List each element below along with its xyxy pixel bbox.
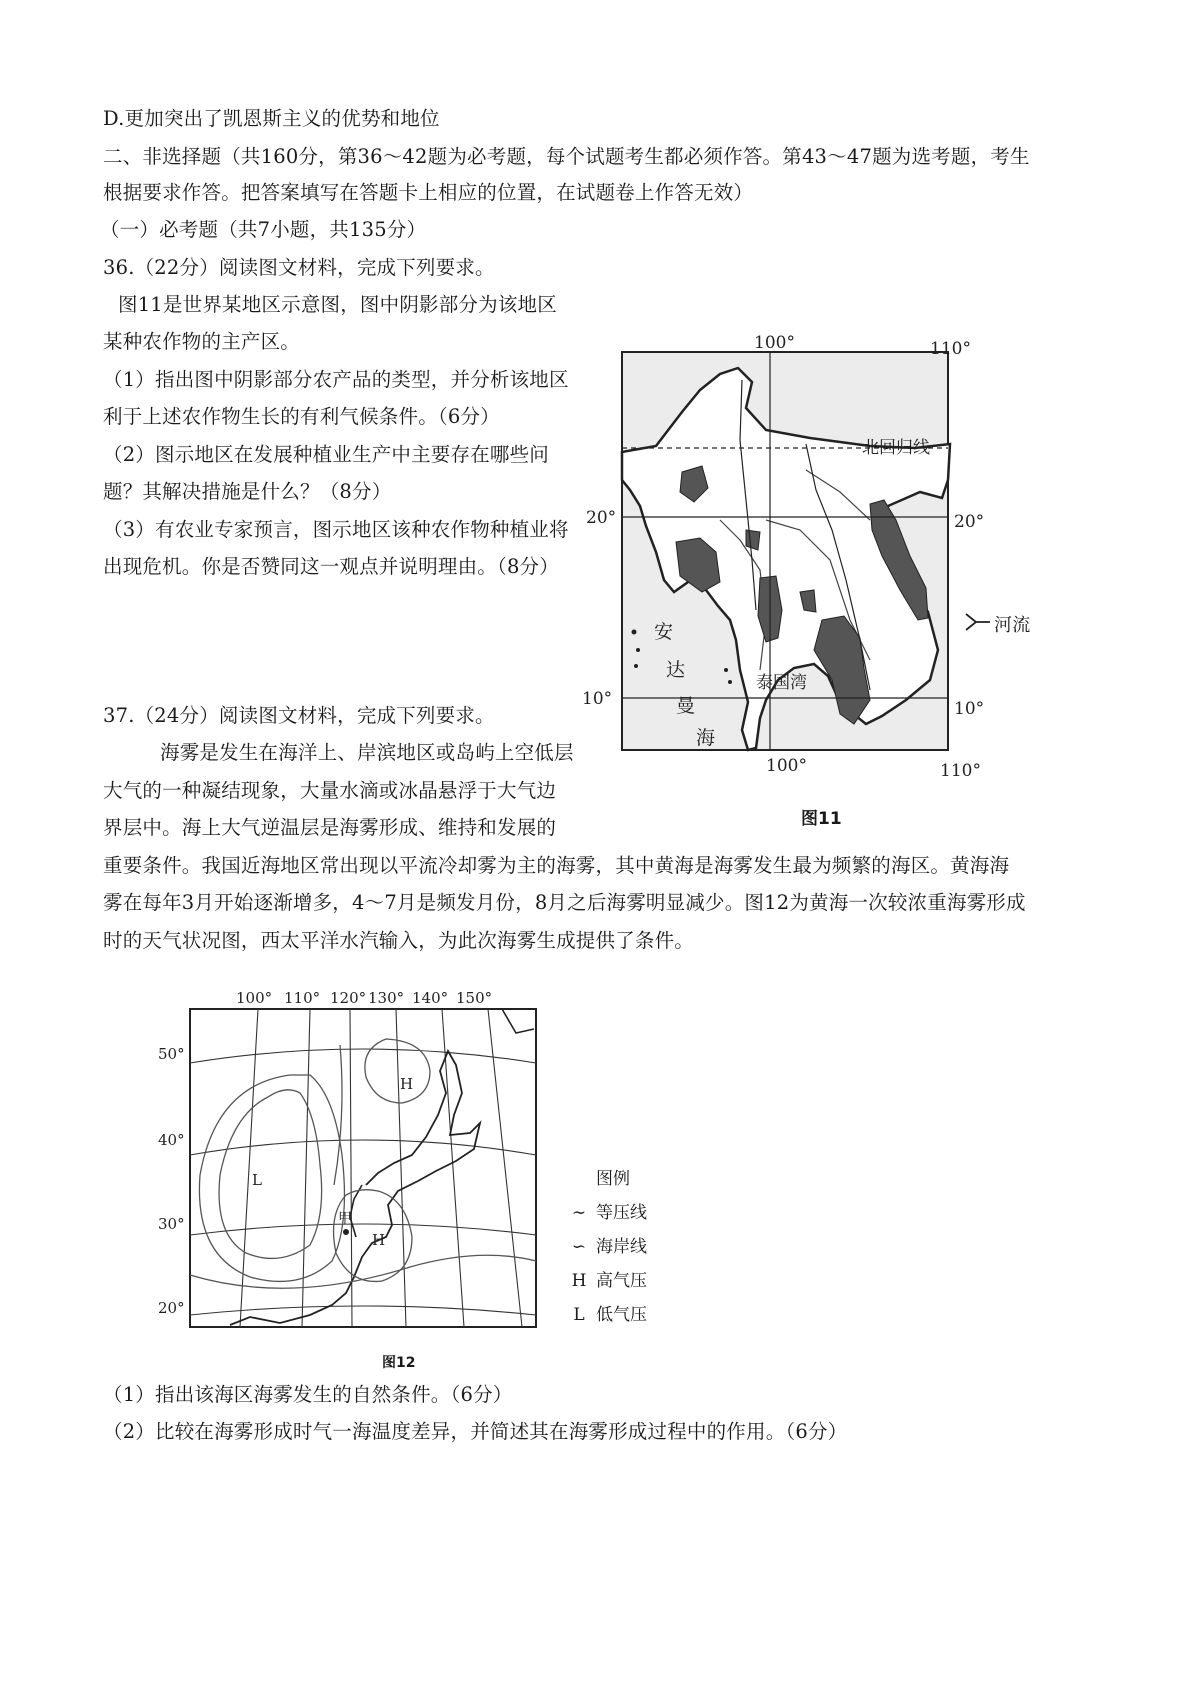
sea-label: 安 xyxy=(654,621,674,643)
legend-title: 图例 xyxy=(596,1169,630,1189)
isobar-symbol: ∼ xyxy=(571,1203,587,1223)
lat-label: 50° xyxy=(158,1045,185,1063)
sea-label: 达 xyxy=(666,659,686,681)
legend-coast: ∽ 海岸线 xyxy=(562,1230,647,1264)
question-36-part-3: （3）有农业专家预言，图示地区该种农作物种植业将 xyxy=(103,518,569,541)
question-37-material-6: 时的天气状况图，西太平洋水汽输入，为此次海雾生成提供了条件。 xyxy=(103,929,695,952)
lon-label: 150° xyxy=(456,989,493,1007)
figure-11-map xyxy=(570,320,1000,780)
question-36-part-1: （1）指出图中阴影部分农产品的类型，并分析该地区 xyxy=(103,368,569,391)
lat-10-right: 10° xyxy=(954,699,985,719)
option-d: D.更加突出了凯恩斯主义的优势和地位 xyxy=(103,107,440,130)
high-pressure-label: H xyxy=(400,1075,414,1093)
question-36-material: 图11是世界某地区示意图，图中阴影部分为该地区 xyxy=(118,293,557,316)
lon-label: 110° xyxy=(284,989,321,1007)
question-36-part-2-cont: 题？其解决措施是什么？（8分） xyxy=(103,480,392,503)
question-37-part-2: （2）比较在海雾形成时气一海温度差异，并简述其在海雾形成过程中的作用。（6分） xyxy=(103,1420,848,1443)
lon-bottom-110: 110° xyxy=(940,761,981,780)
question-37-heading: 37.（24分）阅读图文材料，完成下列要求。 xyxy=(103,704,495,727)
lon-label: 100° xyxy=(236,989,273,1007)
point-jia-marker xyxy=(343,1229,349,1235)
question-37-part-1: （1）指出该海区海雾发生的自然条件。（6分） xyxy=(103,1383,513,1406)
section-instructions: 根据要求作答。把答案填写在答题卡上相应的位置，在试题卷上作答无效） xyxy=(103,181,754,204)
sea-label: 曼 xyxy=(676,695,696,717)
river-legend-icon xyxy=(966,614,990,630)
legend-low: L 低气压 xyxy=(573,1305,647,1325)
question-36-part-2: （2）图示地区在发展种植业生产中主要存在哪些问 xyxy=(103,443,550,466)
high-pressure-label: H xyxy=(372,1231,386,1249)
lon-label: 130° xyxy=(368,989,405,1007)
legend-high: H 高气压 xyxy=(571,1271,647,1291)
figure-11-caption: 图11 xyxy=(801,809,842,829)
low-pressure-label: L xyxy=(252,1171,262,1189)
point-jia-label: 甲 xyxy=(338,1211,352,1227)
lat-label: 40° xyxy=(158,1131,185,1149)
question-36-part-1-cont: 利于上述农作物生长的有利气候条件。（6分） xyxy=(103,405,500,428)
legend-isobar: ∼ 等压线 xyxy=(562,1196,647,1230)
question-36-part-3-cont: 出现危机。你是否赞同这一观点并说明理由。（8分） xyxy=(103,555,559,578)
figure-12-legend xyxy=(562,1162,647,1332)
question-37-material-4: 重要条件。我国近海地区常出现以平流冷却雾为主的海雾，其中黄海是海雾发生最为频繁的海区。黄海海 xyxy=(103,854,1010,877)
figure-12-map xyxy=(150,985,560,1345)
lon-top-100: 100° xyxy=(754,333,795,353)
section-heading: 二、非选择题（共160分，第36～42题为必考题，每个试题考生都必须作答。第43～47题为选考题，考生 xyxy=(103,145,1030,168)
lon-top-110: 110° xyxy=(930,339,971,359)
question-37-material: 海雾是发生在海洋上、岸滨地区或岛屿上空低层 xyxy=(160,741,574,764)
question-37-material-2: 大气的一种凝结现象，大量水滴或冰晶悬浮于大气边 xyxy=(103,779,557,802)
lat-20-right: 20° xyxy=(954,512,985,532)
question-36-material-cont: 某种农作物的主产区。 xyxy=(103,330,301,353)
lon-bottom-100: 100° xyxy=(766,756,807,776)
lon-label: 120° xyxy=(330,989,367,1007)
question-37-material-3: 界层中。海上大气逆温层是海雾形成、维持和发展的 xyxy=(103,816,557,839)
figure-12-caption: 图12 xyxy=(382,1355,416,1371)
lon-label: 140° xyxy=(412,989,449,1007)
lat-label: 30° xyxy=(158,1215,185,1233)
sea-label: 海 xyxy=(696,727,716,749)
coastline-symbol: ∽ xyxy=(571,1237,587,1257)
lat-label: 20° xyxy=(158,1299,185,1317)
question-37-material-5: 雾在每年3月开始逐渐增多，4～7月是频发月份，8月之后海雾明显减少。图12为黄海一次较浓重海雾形成 xyxy=(103,891,1026,914)
river-legend-label: 河流 xyxy=(994,615,1031,636)
tropic-label: 北回归线 xyxy=(862,438,930,458)
subsection-heading: （一）必考题（共7小题，共135分） xyxy=(100,218,427,241)
lat-20-left: 20° xyxy=(586,508,617,528)
crop-region xyxy=(746,530,760,550)
lat-10-left: 10° xyxy=(582,689,613,709)
question-36-heading: 36.（22分）阅读图文材料，完成下列要求。 xyxy=(103,256,495,279)
gulf-label: 泰国湾 xyxy=(756,673,807,693)
